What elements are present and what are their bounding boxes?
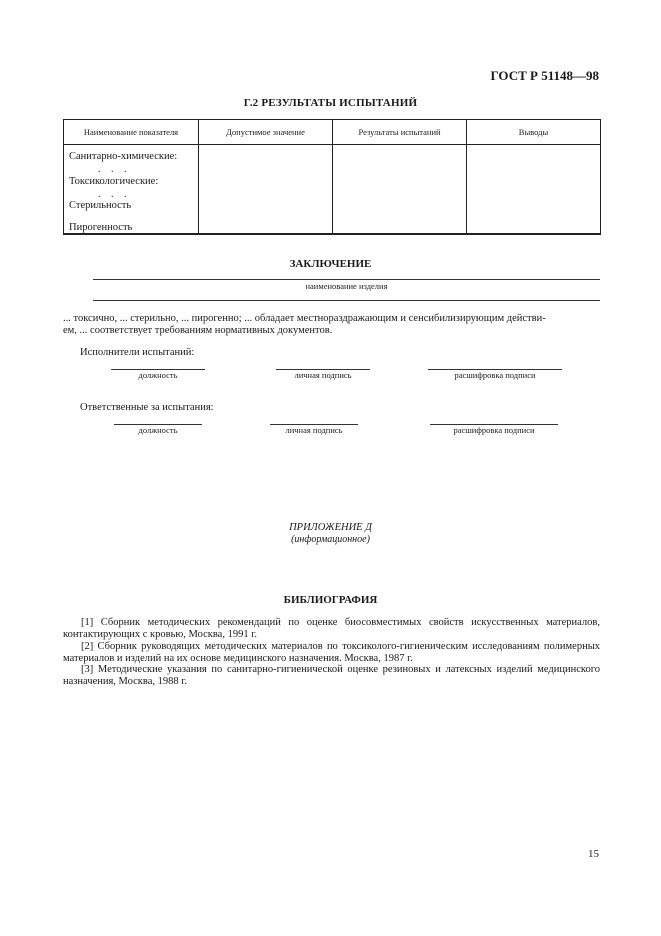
conclusion-text-line: ... токсично, ... стерильно, ... пирогенно; ... обладает местнораздражающим и сенсибилизирующим действи- — [63, 313, 546, 324]
column-header: Результаты испытаний — [333, 120, 467, 145]
appendix-title: ПРИЛОЖЕНИЕ Д — [289, 522, 372, 533]
product-name-line — [93, 279, 600, 280]
result-cell — [333, 145, 467, 235]
column-header: Выводы — [467, 120, 601, 145]
column-header: Наименование показателя — [64, 120, 199, 145]
responsible-label: Ответственные за испытания: — [80, 402, 214, 413]
signature-caption: личная подпись — [285, 425, 343, 435]
row-label: Пирогенность — [69, 222, 133, 233]
bibliography-entry: [1] Сборник методических рекомендаций по оценке биосовместимых свойств искусственных материалов, контактирующих с кровью, Москва, 1991 г. — [63, 617, 600, 640]
blank-line — [93, 300, 600, 301]
page-number: 15 — [588, 848, 599, 860]
signature-caption: личная подпись — [294, 370, 352, 380]
results-table — [63, 119, 601, 235]
row-label: Санитарно-химические: — [69, 151, 178, 162]
product-name-caption: наименование изделия — [305, 281, 388, 291]
performers-label: Исполнители испытаний: — [80, 347, 195, 358]
document-code: ГОСТ Р 51148—98 — [490, 68, 599, 83]
bibliography-title: БИБЛИОГРАФИЯ — [283, 594, 378, 606]
ellipsis: . . . — [98, 189, 131, 200]
conclusion-text-line: ем, ... соответствует требованиям нормативных документов. — [63, 325, 333, 336]
table-header-row — [64, 120, 601, 145]
decoding-caption: расшифровка подписи — [453, 425, 535, 435]
row-label: Стерильность — [69, 200, 132, 211]
position-caption: должность — [138, 370, 178, 380]
decoding-caption: расшифровка подписи — [454, 370, 536, 380]
table-row — [64, 145, 601, 235]
conclusion-text — [63, 313, 600, 337]
value-cell — [199, 145, 333, 235]
column-header: Допустимое значение — [199, 120, 333, 145]
row-label: Токсикологические: — [69, 176, 159, 187]
results-section-title: Г.2 РЕЗУЛЬТАТЫ ИСПЫТАНИЙ — [243, 97, 418, 109]
bibliography-entry: [3] Методические указания по санитарно-гигиенической оценке резиновых и латексных изделий медицинского назначения, Москва, 1988 г. — [63, 664, 600, 687]
bibliography-entry: [2] Сборник руководящих методических материалов по токсиколого-гигиеническим исследованиям полимерных материалов и изделий на их основе медицинского назначения. Москва, 1987 г. — [63, 641, 600, 664]
indicator-cell — [64, 145, 199, 235]
conclusion-cell — [467, 145, 601, 235]
ellipsis: . . . — [98, 164, 131, 175]
conclusion-title: ЗАКЛЮЧЕНИЕ — [289, 258, 372, 270]
position-caption: должность — [138, 425, 178, 435]
appendix-subtitle: (информационное) — [291, 534, 370, 545]
